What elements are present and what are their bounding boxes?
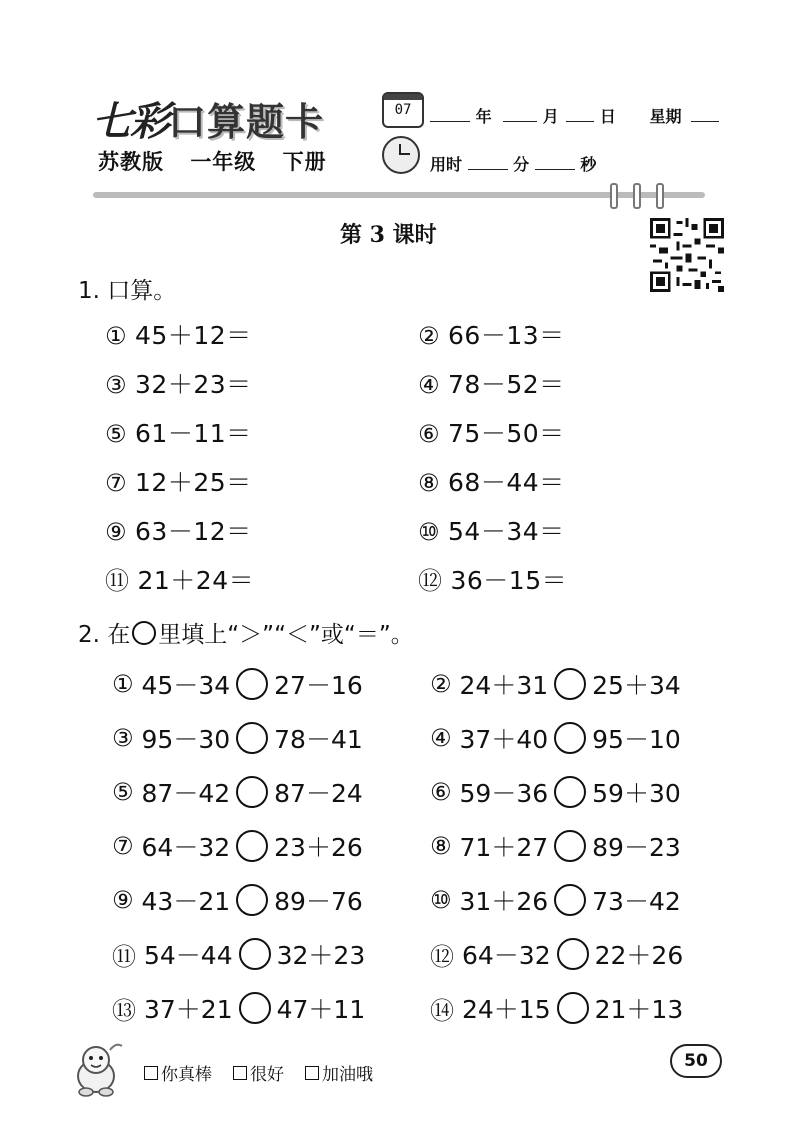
left-expression: 43－21 — [141, 887, 231, 916]
problem-expression: 32＋23＝ — [135, 370, 252, 399]
problem-number: ⑥ — [418, 420, 441, 448]
right-expression: 89－23 — [592, 833, 681, 862]
left-expression: 45－34 — [141, 671, 231, 700]
brand-logo — [92, 90, 324, 150]
compare-problem — [430, 828, 681, 864]
problem-number: ⑦ — [112, 832, 134, 860]
compare-circle[interactable] — [557, 938, 589, 970]
right-expression: 89－76 — [274, 887, 363, 916]
problem-number: ⑬ — [112, 996, 136, 1025]
calc-problem — [105, 561, 254, 597]
binder-ring-icon — [656, 183, 664, 209]
checkbox-icon[interactable] — [144, 1066, 158, 1080]
compare-problem — [430, 936, 683, 972]
problem-number: ④ — [418, 371, 441, 399]
grade-option[interactable] — [305, 1060, 373, 1085]
problem-expression: 45＋12＝ — [135, 321, 252, 350]
compare-circle[interactable] — [236, 668, 268, 700]
compare-problem — [112, 828, 363, 864]
calc-problem — [418, 414, 565, 450]
calc-problem — [418, 512, 565, 548]
time-used-label: 用时 — [430, 155, 463, 174]
clock-icon — [382, 136, 420, 174]
problem-number: ② — [430, 670, 452, 698]
right-expression: 27－16 — [274, 671, 363, 700]
problem-expression: 61－11＝ — [135, 419, 252, 448]
section-2-title — [78, 616, 414, 649]
time-fields — [430, 152, 596, 175]
month-label: 月 — [542, 107, 559, 126]
compare-circle[interactable] — [554, 830, 586, 862]
compare-problem — [430, 774, 681, 810]
left-expression: 64－32 — [462, 941, 551, 970]
problem-number: ⑫ — [418, 567, 443, 595]
mascot-icon — [66, 1036, 130, 1100]
section-2-title-prefix: 2. 在 — [78, 622, 131, 648]
problem-number: ⑥ — [430, 778, 452, 806]
compare-problem — [430, 882, 681, 918]
checkbox-icon[interactable] — [305, 1066, 319, 1080]
calc-problem — [418, 561, 567, 597]
right-expression: 87－24 — [274, 779, 363, 808]
problem-number: ⑪ — [112, 942, 136, 971]
seconds-blank[interactable] — [535, 155, 575, 170]
right-expression: 22＋26 — [594, 941, 684, 970]
right-expression: 95－10 — [592, 725, 681, 754]
problem-expression: 68－44＝ — [448, 468, 565, 497]
calc-problem — [418, 316, 565, 352]
problem-number: ⑩ — [430, 886, 452, 914]
day-label: 日 — [599, 107, 616, 126]
calendar-label: 07 — [394, 102, 412, 118]
checkbox-icon[interactable] — [233, 1066, 247, 1080]
lesson-title: 第 3 课时 — [340, 222, 437, 248]
compare-problem — [112, 774, 363, 810]
problem-expression: 36－15＝ — [450, 566, 568, 595]
problem-number: ⑦ — [105, 469, 128, 497]
left-expression: 59－36 — [459, 779, 549, 808]
compare-problem — [112, 936, 365, 972]
problem-number: ② — [418, 322, 441, 350]
left-expression: 71＋27 — [459, 833, 549, 862]
problem-number: ⑩ — [418, 518, 441, 546]
problem-expression: 54－34＝ — [448, 517, 565, 546]
compare-circle[interactable] — [236, 830, 268, 862]
calc-problem — [105, 365, 252, 401]
month-blank[interactable] — [503, 107, 537, 122]
left-expression: 87－42 — [141, 779, 231, 808]
problem-expression: 75－50＝ — [448, 419, 565, 448]
left-expression: 64－32 — [141, 833, 231, 862]
day-blank[interactable] — [566, 107, 594, 122]
qr-code-icon[interactable] — [650, 218, 724, 292]
date-fields — [430, 104, 719, 127]
problem-expression: 63－12＝ — [135, 517, 252, 546]
minutes-label: 分 — [513, 155, 530, 174]
problem-number: ④ — [430, 724, 452, 752]
grade-label: 很好 — [250, 1065, 284, 1085]
problem-number: ⑧ — [430, 832, 452, 860]
right-expression: 32＋23 — [276, 941, 366, 970]
left-expression: 54－44 — [144, 941, 233, 970]
brand-name: 七彩 — [92, 98, 168, 145]
grade-option[interactable] — [144, 1060, 212, 1085]
problem-number: ⑫ — [430, 942, 454, 971]
calendar-icon — [382, 92, 424, 128]
problem-number: ① — [112, 670, 134, 698]
problem-number: ① — [105, 322, 128, 350]
problem-number: ⑨ — [105, 518, 128, 546]
problem-number: ⑨ — [112, 886, 134, 914]
section-1-title: 1. 口算。 — [78, 278, 177, 304]
compare-circle[interactable] — [554, 722, 586, 754]
compare-circle[interactable] — [557, 992, 589, 1024]
compare-problem — [112, 882, 363, 918]
compare-problem — [430, 990, 683, 1026]
problem-expression: 12＋25＝ — [135, 468, 252, 497]
right-expression: 73－42 — [592, 887, 681, 916]
year-label: 年 — [475, 107, 492, 126]
edition-volume: 下册 — [282, 150, 327, 174]
calc-problem — [105, 512, 252, 548]
compare-circle[interactable] — [236, 776, 268, 808]
right-expression: 78－41 — [274, 725, 363, 754]
page-number: 50 — [670, 1044, 722, 1078]
minutes-blank[interactable] — [468, 155, 508, 170]
compare-problem — [112, 720, 363, 756]
compare-problem — [112, 666, 363, 702]
compare-circle[interactable] — [236, 884, 268, 916]
left-expression: 95－30 — [141, 725, 231, 754]
compare-circle[interactable] — [554, 776, 586, 808]
problem-number: ⑤ — [112, 778, 134, 806]
left-expression: 24＋31 — [459, 671, 549, 700]
calc-problem — [105, 414, 252, 450]
binder-ring-icon — [633, 183, 641, 209]
weekday-blank[interactable] — [691, 107, 719, 122]
right-expression: 23＋26 — [274, 833, 363, 862]
weekday-label: 星期 — [649, 107, 682, 126]
calc-problem — [418, 463, 565, 499]
circle-blank-icon — [132, 621, 156, 645]
problem-number: ③ — [112, 724, 134, 752]
binder-ring-icon — [610, 183, 618, 209]
compare-circle[interactable] — [554, 668, 586, 700]
card-title: 口算题卡 — [168, 100, 325, 144]
right-expression: 21＋13 — [594, 995, 684, 1024]
compare-circle[interactable] — [239, 938, 271, 970]
calc-problem — [105, 316, 252, 352]
compare-problem — [112, 990, 365, 1026]
grade-option[interactable] — [233, 1060, 284, 1085]
grade-label: 加油哦 — [322, 1065, 373, 1085]
edition-publisher: 苏教版 — [98, 150, 164, 174]
left-expression: 24＋15 — [462, 995, 551, 1024]
problem-expression: 78－52＝ — [448, 370, 565, 399]
compare-circle[interactable] — [239, 992, 271, 1024]
compare-problem — [430, 720, 681, 756]
problem-number: ⑭ — [430, 996, 454, 1025]
left-expression: 37＋21 — [144, 995, 233, 1024]
section-2-title-suffix: 里填上“＞”“＜”或“＝”。 — [158, 622, 414, 648]
grade-label: 你真棒 — [161, 1065, 212, 1085]
compare-circle[interactable] — [236, 722, 268, 754]
problem-expression: 66－13＝ — [448, 321, 565, 350]
seconds-label: 秒 — [580, 155, 597, 174]
problem-number: ⑧ — [418, 469, 441, 497]
problem-number: ③ — [105, 371, 128, 399]
right-expression: 47＋11 — [276, 995, 366, 1024]
right-expression: 59＋30 — [592, 779, 681, 808]
compare-problem — [430, 666, 681, 702]
compare-circle[interactable] — [554, 884, 586, 916]
problem-expression: 21＋24＝ — [137, 566, 255, 595]
calc-problem — [105, 463, 252, 499]
calc-problem — [418, 365, 565, 401]
problem-number: ⑤ — [105, 420, 128, 448]
problem-number: ⑪ — [105, 567, 130, 595]
edition-grade: 一年级 — [190, 150, 257, 174]
right-expression: 25＋34 — [592, 671, 681, 700]
edition-line — [98, 146, 345, 176]
year-blank[interactable] — [430, 107, 470, 122]
left-expression: 37＋40 — [459, 725, 549, 754]
left-expression: 31＋26 — [459, 887, 549, 916]
